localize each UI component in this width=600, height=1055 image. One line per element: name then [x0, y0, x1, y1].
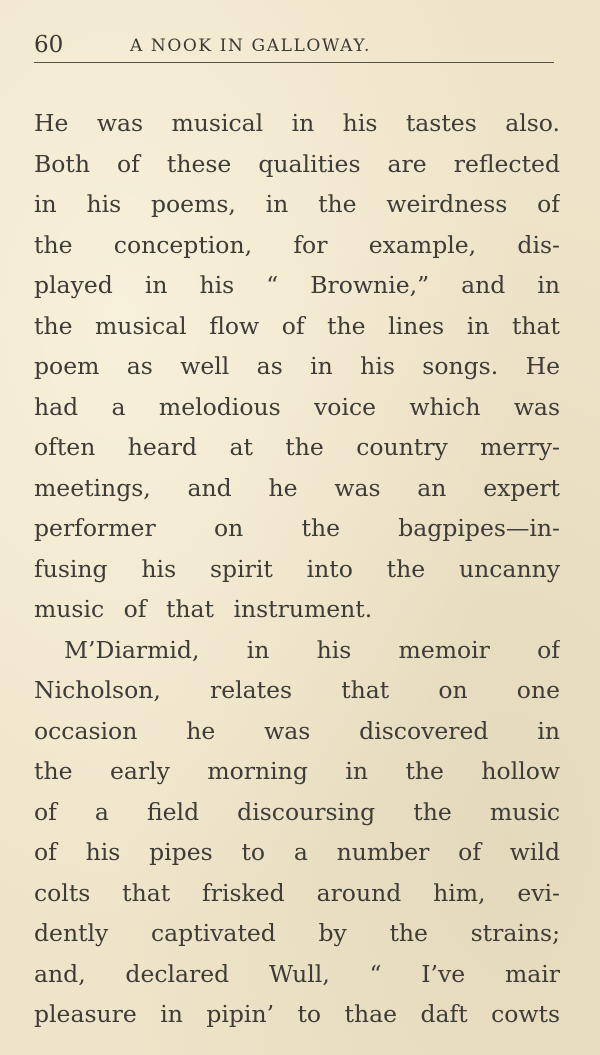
text-line: of a field discoursing the music: [34, 797, 560, 826]
text-line: occasion he was discovered in: [34, 716, 560, 745]
text-line: in his poems, in the weirdness of: [34, 190, 560, 218]
text-line: He was musical in his tastes also.: [34, 109, 560, 137]
running-head: [34, 30, 554, 63]
text-line: M’Diarmid, in his memoir of: [64, 635, 560, 664]
text-line: meetings, and he was an expert: [34, 473, 560, 502]
text-line: had a melodious voice which was: [34, 392, 560, 421]
text-line: Both of these qualities are reflected: [34, 149, 560, 178]
text-line: played in his “ Brownie,” and in: [34, 271, 560, 299]
text-line: Nicholson, relates that on one: [34, 676, 560, 704]
text-line: performer on the bagpipes—in-: [34, 514, 560, 542]
text-line: of his pipes to a number of wild: [34, 838, 560, 866]
text-line: colts that frisked around him, evi-: [34, 878, 560, 907]
text-line: dently captivated by the strains;: [34, 919, 560, 947]
text-line: and, declared Wull, “ I’ve mair: [34, 959, 560, 988]
running-title: A NOOK IN GALLOWAY.: [130, 36, 371, 56]
page-number: 60: [34, 32, 64, 58]
text-line: music of that instrument.: [34, 595, 373, 623]
text-line: pleasure in pipin’ to thae daft cowts: [34, 1000, 560, 1028]
text-line: often heard at the country merry-: [34, 433, 560, 461]
text-line: poem as well as in his songs. He: [34, 352, 560, 380]
text-line: the early morning in the hollow: [34, 757, 560, 785]
body-text: [34, 103, 560, 1035]
text-line: fusing his spirit into the uncanny: [34, 554, 560, 583]
text-line: the conception, for example, dis-: [34, 230, 560, 259]
text-line: the musical flow of the lines in that: [34, 311, 560, 340]
